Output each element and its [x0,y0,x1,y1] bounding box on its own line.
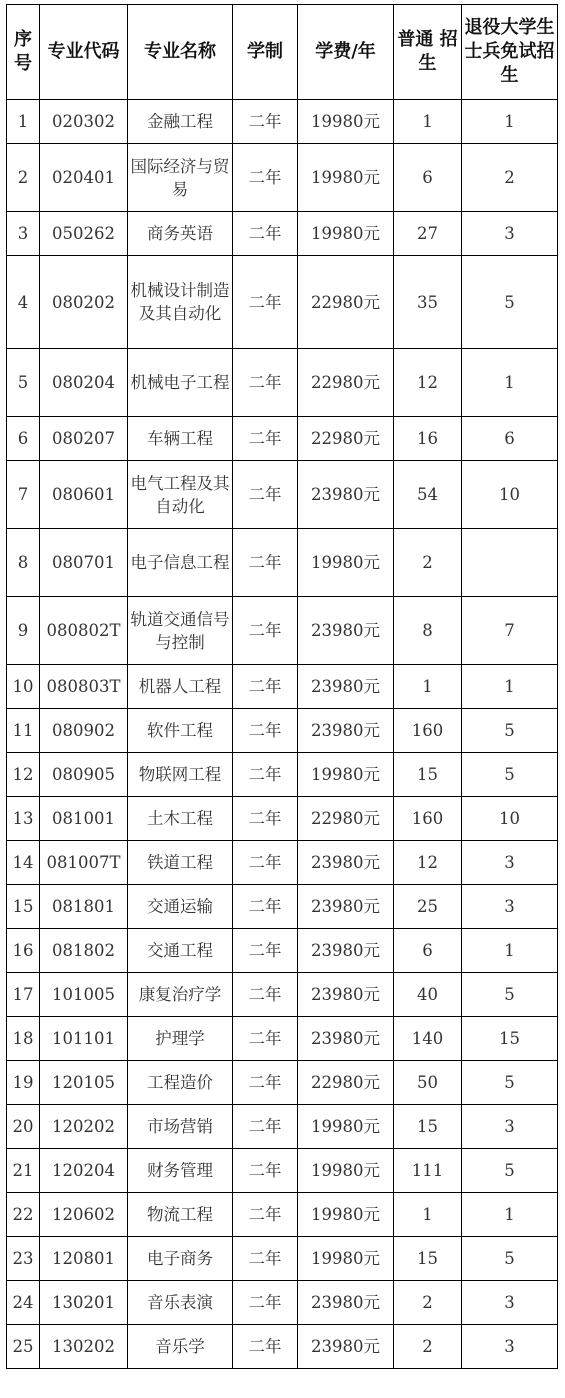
cell-general: 40 [394,973,462,1017]
cell-name: 音乐表演 [128,1281,233,1325]
cell-code: 080701 [40,529,128,597]
cell-general: 160 [394,797,462,841]
cell-veteran: 3 [462,1325,558,1369]
cell-name: 机器人工程 [128,665,233,709]
cell-general: 140 [394,1017,462,1061]
cell-fee: 19980元 [298,1149,394,1193]
cell-veteran: 5 [462,1061,558,1105]
cell-fee: 23980元 [298,1281,394,1325]
cell-code: 080601 [40,461,128,529]
cell-veteran: 10 [462,797,558,841]
cell-years: 二年 [233,665,298,709]
cell-fee: 23980元 [298,1325,394,1369]
table-row [7,1061,558,1105]
cell-general: 6 [394,929,462,973]
cell-fee: 23980元 [298,885,394,929]
cell-no: 4 [7,256,40,349]
cell-code: 080803T [40,665,128,709]
cell-veteran: 3 [462,841,558,885]
cell-name: 软件工程 [128,709,233,753]
cell-general: 2 [394,1325,462,1369]
cell-veteran: 1 [462,929,558,973]
cell-general: 15 [394,753,462,797]
cell-years: 二年 [233,1237,298,1281]
table-row [7,144,558,212]
cell-no: 24 [7,1281,40,1325]
cell-no: 7 [7,461,40,529]
cell-veteran: 3 [462,885,558,929]
cell-fee: 19980元 [298,144,394,212]
cell-no: 2 [7,144,40,212]
cell-code: 120202 [40,1105,128,1149]
cell-general: 27 [394,212,462,256]
cell-code: 120801 [40,1237,128,1281]
cell-name: 金融工程 [128,100,233,144]
cell-no: 13 [7,797,40,841]
cell-code: 130201 [40,1281,128,1325]
header-code: 专业代码 [40,5,128,100]
cell-veteran: 6 [462,417,558,461]
cell-no: 23 [7,1237,40,1281]
cell-no: 14 [7,841,40,885]
cell-code: 130202 [40,1325,128,1369]
cell-fee: 19980元 [298,212,394,256]
cell-general: 54 [394,461,462,529]
cell-veteran: 2 [462,144,558,212]
cell-code: 050262 [40,212,128,256]
cell-years: 二年 [233,797,298,841]
table-header [7,5,558,100]
table-row [7,212,558,256]
cell-fee: 23980元 [298,597,394,665]
cell-veteran: 5 [462,1237,558,1281]
cell-fee: 22980元 [298,349,394,417]
table-row [7,256,558,349]
table-row [7,1281,558,1325]
header-general: 普通 招生 [394,5,462,100]
table-row [7,100,558,144]
cell-fee: 23980元 [298,665,394,709]
header-row [7,5,558,100]
cell-general: 25 [394,885,462,929]
cell-code: 081001 [40,797,128,841]
cell-no: 6 [7,417,40,461]
cell-no: 25 [7,1325,40,1369]
header-fee: 学费/年 [298,5,394,100]
cell-code: 081802 [40,929,128,973]
cell-years: 二年 [233,1061,298,1105]
cell-years: 二年 [233,1193,298,1237]
table-row [7,1017,558,1061]
cell-no: 12 [7,753,40,797]
cell-fee: 23980元 [298,841,394,885]
cell-name: 土木工程 [128,797,233,841]
cell-veteran: 5 [462,973,558,1017]
cell-name: 电子商务 [128,1237,233,1281]
cell-code: 080207 [40,417,128,461]
cell-general: 8 [394,597,462,665]
cell-general: 2 [394,1281,462,1325]
cell-fee: 19980元 [298,753,394,797]
table-row [7,461,558,529]
cell-general: 1 [394,100,462,144]
table-row [7,841,558,885]
cell-years: 二年 [233,1149,298,1193]
cell-no: 9 [7,597,40,665]
table-body [7,100,558,1369]
table-row [7,885,558,929]
table-row [7,1325,558,1369]
cell-years: 二年 [233,256,298,349]
cell-general: 15 [394,1105,462,1149]
cell-years: 二年 [233,1017,298,1061]
cell-years: 二年 [233,597,298,665]
header-veteran: 退役大学生士兵免试招生 [462,5,558,100]
table-row [7,349,558,417]
cell-general: 35 [394,256,462,349]
table-row [7,529,558,597]
cell-name: 轨道交通信号与控制 [128,597,233,665]
cell-name: 机械电子工程 [128,349,233,417]
cell-no: 5 [7,349,40,417]
cell-years: 二年 [233,885,298,929]
table-row [7,709,558,753]
cell-years: 二年 [233,529,298,597]
cell-no: 10 [7,665,40,709]
cell-veteran: 15 [462,1017,558,1061]
cell-code: 120602 [40,1193,128,1237]
cell-veteran: 5 [462,256,558,349]
cell-years: 二年 [233,100,298,144]
cell-fee: 19980元 [298,1105,394,1149]
cell-general: 1 [394,665,462,709]
cell-veteran: 10 [462,461,558,529]
cell-general: 12 [394,841,462,885]
table-row [7,1237,558,1281]
cell-code: 080905 [40,753,128,797]
cell-years: 二年 [233,417,298,461]
table-row [7,1105,558,1149]
cell-veteran: 5 [462,709,558,753]
cell-fee: 23980元 [298,1017,394,1061]
cell-general: 160 [394,709,462,753]
cell-years: 二年 [233,753,298,797]
table-row [7,597,558,665]
cell-name: 护理学 [128,1017,233,1061]
cell-code: 080204 [40,349,128,417]
cell-code: 120204 [40,1149,128,1193]
cell-name: 康复治疗学 [128,973,233,1017]
cell-no: 8 [7,529,40,597]
cell-name: 铁道工程 [128,841,233,885]
cell-no: 1 [7,100,40,144]
cell-code: 120105 [40,1061,128,1105]
cell-veteran: 5 [462,1149,558,1193]
cell-fee: 22980元 [298,1061,394,1105]
cell-code: 101101 [40,1017,128,1061]
cell-fee: 22980元 [298,256,394,349]
cell-years: 二年 [233,349,298,417]
table-row [7,797,558,841]
cell-years: 二年 [233,1325,298,1369]
cell-no: 16 [7,929,40,973]
cell-no: 18 [7,1017,40,1061]
cell-general: 6 [394,144,462,212]
cell-years: 二年 [233,841,298,885]
cell-code: 080802T [40,597,128,665]
cell-code: 020401 [40,144,128,212]
cell-general: 50 [394,1061,462,1105]
cell-name: 电子信息工程 [128,529,233,597]
cell-no: 21 [7,1149,40,1193]
cell-code: 081801 [40,885,128,929]
cell-name: 物联网工程 [128,753,233,797]
cell-fee: 19980元 [298,1193,394,1237]
cell-veteran: 7 [462,597,558,665]
table-row [7,1149,558,1193]
cell-name: 财务管理 [128,1149,233,1193]
table-row [7,417,558,461]
cell-fee: 23980元 [298,709,394,753]
cell-code: 101005 [40,973,128,1017]
cell-general: 2 [394,529,462,597]
cell-name: 音乐学 [128,1325,233,1369]
cell-fee: 22980元 [298,797,394,841]
cell-veteran: 1 [462,349,558,417]
cell-veteran: 3 [462,1281,558,1325]
cell-no: 11 [7,709,40,753]
cell-no: 20 [7,1105,40,1149]
cell-general: 12 [394,349,462,417]
cell-name: 国际经济与贸易 [128,144,233,212]
cell-fee: 19980元 [298,1237,394,1281]
cell-name: 交通运输 [128,885,233,929]
header-name: 专业名称 [128,5,233,100]
cell-years: 二年 [233,709,298,753]
cell-veteran: 1 [462,665,558,709]
cell-general: 1 [394,1193,462,1237]
cell-years: 二年 [233,144,298,212]
cell-fee: 19980元 [298,100,394,144]
cell-no: 19 [7,1061,40,1105]
cell-general: 16 [394,417,462,461]
cell-no: 22 [7,1193,40,1237]
cell-general: 111 [394,1149,462,1193]
cell-name: 电气工程及其自动化 [128,461,233,529]
enrollment-table [6,4,558,1369]
cell-veteran [462,529,558,597]
cell-veteran: 1 [462,100,558,144]
cell-name: 机械设计制造及其自动化 [128,256,233,349]
cell-code: 081007T [40,841,128,885]
cell-fee: 23980元 [298,973,394,1017]
cell-years: 二年 [233,973,298,1017]
cell-code: 080202 [40,256,128,349]
cell-years: 二年 [233,212,298,256]
cell-name: 商务英语 [128,212,233,256]
cell-fee: 22980元 [298,417,394,461]
cell-fee: 23980元 [298,461,394,529]
table-row [7,973,558,1017]
cell-years: 二年 [233,461,298,529]
cell-veteran: 3 [462,1105,558,1149]
cell-fee: 23980元 [298,929,394,973]
cell-code: 020302 [40,100,128,144]
header-years: 学制 [233,5,298,100]
cell-name: 市场营销 [128,1105,233,1149]
cell-code: 080902 [40,709,128,753]
cell-name: 车辆工程 [128,417,233,461]
table-row [7,665,558,709]
table-row [7,929,558,973]
cell-general: 15 [394,1237,462,1281]
cell-no: 15 [7,885,40,929]
cell-name: 交通工程 [128,929,233,973]
cell-fee: 19980元 [298,529,394,597]
cell-name: 工程造价 [128,1061,233,1105]
cell-veteran: 5 [462,753,558,797]
cell-years: 二年 [233,929,298,973]
cell-veteran: 1 [462,1193,558,1237]
cell-veteran: 3 [462,212,558,256]
cell-no: 3 [7,212,40,256]
cell-no: 17 [7,973,40,1017]
cell-name: 物流工程 [128,1193,233,1237]
header-no: 序号 [7,5,40,100]
cell-years: 二年 [233,1105,298,1149]
table-row [7,1193,558,1237]
cell-years: 二年 [233,1281,298,1325]
table-row [7,753,558,797]
